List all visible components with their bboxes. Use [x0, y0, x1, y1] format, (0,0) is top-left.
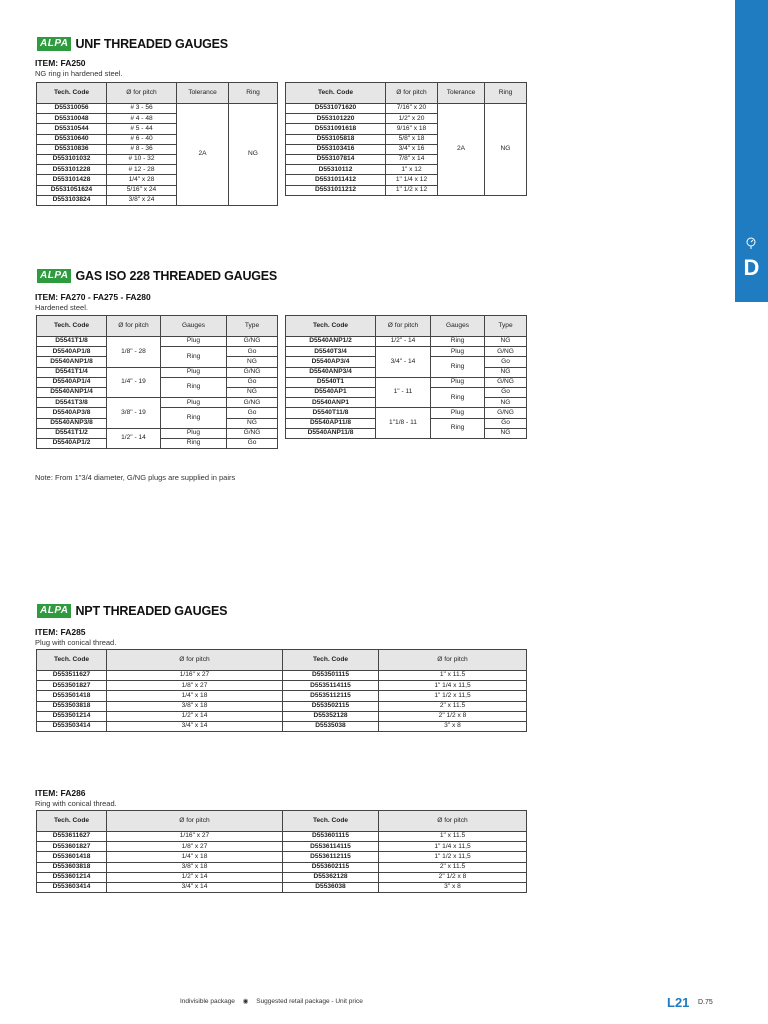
table-row — [37, 691, 527, 701]
tech-code: D5540ANP1/2 — [286, 337, 376, 347]
tech-code: D5540T3/4 — [286, 347, 376, 357]
tech-code: D5531091618 — [286, 124, 386, 134]
gauge: Plug — [161, 337, 227, 347]
tech-code: D553101032 — [37, 154, 107, 164]
gauge: Ring — [161, 347, 227, 367]
tolerance: 2A — [177, 104, 229, 206]
tech-code: D5540AP1/2 — [37, 438, 107, 448]
tech-code: D553502115 — [283, 701, 379, 711]
tech-code: D5535112115 — [283, 691, 379, 701]
col-tolerance: Tolerance — [438, 83, 485, 104]
col-tech-code: Tech. Code — [286, 316, 376, 337]
tech-code: D55310056 — [37, 104, 107, 114]
col-gauges: Gauges — [431, 316, 485, 337]
tech-code: D5540AP1 — [286, 387, 376, 397]
tech-code: D55310640 — [37, 134, 107, 144]
pitch: 3/8" x 24 — [107, 195, 177, 205]
pitch: 2" 1/2 x 8 — [379, 872, 527, 882]
tech-code: D553501418 — [37, 691, 107, 701]
type: NG — [227, 357, 278, 367]
pitch: 1/2" x 14 — [107, 711, 283, 721]
suggested-label: Suggested retail package - Unit price — [256, 998, 363, 1005]
unf-section-header — [37, 36, 228, 52]
tech-code: D553602115 — [283, 862, 379, 872]
table-row — [37, 701, 527, 711]
table-row — [37, 842, 527, 852]
gauge-icon — [745, 237, 757, 249]
tolerance: 2A — [438, 104, 485, 196]
gauge: Ring — [161, 377, 227, 397]
tech-code: D553501214 — [37, 711, 107, 721]
col-type: Type — [485, 316, 527, 337]
col-ring: Ring — [229, 83, 278, 104]
col-tolerance: Tolerance — [177, 83, 229, 104]
type: Go — [227, 438, 278, 448]
unf-title: UNF THREADED GAUGES — [75, 37, 228, 51]
tech-code: D55310836 — [37, 144, 107, 154]
gauge: Ring — [161, 408, 227, 428]
tech-code: D5540AP11/8 — [286, 418, 376, 428]
pitch: 1/2" x 14 — [107, 872, 283, 882]
table-row — [37, 832, 527, 842]
pitch: 1/4" x 18 — [107, 852, 283, 862]
table-row — [37, 862, 527, 872]
gauge: Ring — [431, 337, 485, 347]
col-pitch: Ø for pitch — [386, 83, 438, 104]
type: NG — [227, 418, 278, 428]
table-row — [37, 852, 527, 862]
pitch: 1" x 12 — [386, 165, 438, 175]
col-pitch: Ø for pitch — [107, 650, 283, 671]
tech-code: D5540AP1/8 — [37, 347, 107, 357]
tech-code: D553601214 — [37, 872, 107, 882]
table-row — [286, 377, 527, 387]
unf-desc: NG ring in hardened steel. — [35, 69, 123, 78]
pitch: 1/4" x 28 — [107, 175, 177, 185]
pitch: 2" 1/2 x 8 — [379, 711, 527, 721]
tech-code: D553601115 — [283, 832, 379, 842]
gauge: Ring — [431, 357, 485, 377]
col-pitch: Ø for pitch — [376, 316, 431, 337]
pitch: 5/8" x 18 — [386, 134, 438, 144]
type: Go — [227, 347, 278, 357]
gauge: Plug — [431, 408, 485, 418]
pitch: 3" x 8 — [379, 721, 527, 731]
tech-code: D553103824 — [37, 195, 107, 205]
tech-code: D5540ANP11/8 — [286, 428, 376, 438]
tech-code: D553107814 — [286, 154, 386, 164]
table-row — [37, 104, 278, 114]
tech-code: D5541T1/2 — [37, 428, 107, 438]
tech-code: D553603414 — [37, 882, 107, 892]
pitch: 2" x 11.5 — [379, 862, 527, 872]
tech-code: D553503414 — [37, 721, 107, 731]
pitch: 1/8" - 28 — [107, 337, 161, 368]
tech-code: D55310112 — [286, 165, 386, 175]
gauge: Plug — [161, 367, 227, 377]
type: G/NG — [485, 347, 527, 357]
table-row — [37, 398, 278, 408]
pitch: 3" x 8 — [379, 882, 527, 892]
tech-code: D5540AP3/8 — [37, 408, 107, 418]
tech-code: D5531051624 — [37, 185, 107, 195]
footer-legend — [180, 997, 363, 1005]
pitch: # 10 - 32 — [107, 154, 177, 164]
tech-code: D553511627 — [37, 671, 107, 681]
pitch: 1" 1/4 x 12 — [386, 175, 438, 185]
tech-code: D5531011412 — [286, 175, 386, 185]
pitch: 1" - 11 — [376, 377, 431, 408]
ring-type: NG — [485, 104, 527, 196]
pitch: 3/8" x 18 — [107, 701, 283, 711]
type: G/NG — [227, 337, 278, 347]
tech-code: D5540T11/8 — [286, 408, 376, 418]
tech-code: D553503818 — [37, 701, 107, 711]
table-row — [37, 337, 278, 347]
pitch: 1" x 11.5 — [379, 671, 527, 681]
pitch: 3/8" - 19 — [107, 398, 161, 429]
npt-section-header — [37, 603, 227, 619]
fa286-table — [36, 810, 527, 893]
gauge: Ring — [431, 387, 485, 407]
ring-type: NG — [229, 104, 278, 206]
tech-code: D5536114115 — [283, 842, 379, 852]
tech-code: D5535038 — [283, 721, 379, 731]
tech-code: D5540AP3/4 — [286, 357, 376, 367]
tech-code: D5531011212 — [286, 185, 386, 195]
col-type: Type — [227, 316, 278, 337]
tech-code: D5541T3/8 — [37, 398, 107, 408]
page-number: L21 — [667, 995, 690, 1010]
pitch: 1/2" - 14 — [107, 428, 161, 448]
tech-code: D55352128 — [283, 711, 379, 721]
pitch: 1"1/8 - 11 — [376, 408, 431, 439]
col-pitch: Ø for pitch — [107, 811, 283, 832]
unf-table-left — [36, 82, 278, 206]
pitch: 3/4" - 14 — [376, 347, 431, 378]
col-tech-code: Tech. Code — [283, 650, 379, 671]
table-row — [37, 711, 527, 721]
type: NG — [485, 367, 527, 377]
col-gauges: Gauges — [161, 316, 227, 337]
tech-code: D5535114115 — [283, 681, 379, 691]
type: NG — [485, 428, 527, 438]
fa286-desc: Ring with conical thread. — [35, 799, 117, 808]
fa285-table — [36, 649, 527, 732]
gauge: Plug — [431, 347, 485, 357]
tech-code: D5531071620 — [286, 104, 386, 114]
type: Go — [485, 418, 527, 428]
type: G/NG — [485, 408, 527, 418]
type: Go — [485, 357, 527, 367]
type: Go — [485, 387, 527, 397]
pitch: 1/16" x 27 — [107, 832, 283, 842]
fa286-item: ITEM: FA286 — [35, 788, 86, 798]
tech-code: D5540AP1/4 — [37, 377, 107, 387]
indivisible-label: Indivisible package — [180, 998, 235, 1005]
pitch: 1/2" x 20 — [386, 114, 438, 124]
pitch: # 4 - 48 — [107, 114, 177, 124]
gas-table-left — [36, 315, 278, 449]
pitch: 3/4" x 14 — [107, 882, 283, 892]
col-tech-code: Tech. Code — [37, 83, 107, 104]
table-row — [37, 882, 527, 892]
pitch: 1/4" - 19 — [107, 367, 161, 398]
gas-section-header — [37, 268, 277, 284]
fa285-item: ITEM: FA285 — [35, 627, 86, 637]
page-sub: D.75 — [698, 999, 713, 1006]
type: G/NG — [485, 377, 527, 387]
tech-code: D5536038 — [283, 882, 379, 892]
pitch: 1/8" x 27 — [107, 842, 283, 852]
gauge: Plug — [161, 398, 227, 408]
pitch: 2" x 11.5 — [379, 701, 527, 711]
alpa-logo: ALPA — [37, 269, 71, 283]
gas-item: ITEM: FA270 - FA275 - FA280 — [35, 292, 151, 302]
tech-code: D5536112115 — [283, 852, 379, 862]
tech-code: D553501115 — [283, 671, 379, 681]
col-pitch: Ø for pitch — [379, 811, 527, 832]
type: G/NG — [227, 428, 278, 438]
section-letter: D — [743, 255, 760, 280]
gauge: Plug — [431, 377, 485, 387]
gauge: Ring — [431, 418, 485, 438]
table-row — [286, 337, 527, 347]
tech-code: D553101428 — [37, 175, 107, 185]
table-row — [37, 367, 278, 377]
tech-code: D55310544 — [37, 124, 107, 134]
pitch: 9/16" x 18 — [386, 124, 438, 134]
pitch: 1" 1/4 x 11,5 — [379, 842, 527, 852]
pitch: # 3 - 56 — [107, 104, 177, 114]
pitch: # 12 - 28 — [107, 165, 177, 175]
tech-code: D55310048 — [37, 114, 107, 124]
tech-code: D55362128 — [283, 872, 379, 882]
col-tech-code: Tech. Code — [37, 811, 107, 832]
alpa-logo: ALPA — [37, 604, 71, 618]
type: NG — [485, 398, 527, 408]
pitch: # 6 - 40 — [107, 134, 177, 144]
col-pitch: Ø for pitch — [107, 316, 161, 337]
type: G/NG — [227, 367, 278, 377]
table-row — [286, 408, 527, 418]
pitch: 3/8" x 18 — [107, 862, 283, 872]
tech-code: D553611627 — [37, 832, 107, 842]
gas-table-right — [285, 315, 527, 439]
tech-code: D5541T1/8 — [37, 337, 107, 347]
gauge: Plug — [161, 428, 227, 438]
pitch: 1" 1/2 x 12 — [386, 185, 438, 195]
tech-code: D5541T1/4 — [37, 367, 107, 377]
package-icon: ◉ — [242, 998, 249, 1005]
pitch: # 5 - 44 — [107, 124, 177, 134]
pitch: 1" 1/2 x 11,5 — [379, 691, 527, 701]
gauge: Ring — [161, 438, 227, 448]
col-tech-code: Tech. Code — [37, 650, 107, 671]
pitch: 5/16" x 24 — [107, 185, 177, 195]
tech-code: D553103416 — [286, 144, 386, 154]
col-tech-code: Tech. Code — [37, 316, 107, 337]
table-row — [37, 681, 527, 691]
type: NG — [485, 337, 527, 347]
pitch: 3/4" x 14 — [107, 721, 283, 731]
table-row — [37, 872, 527, 882]
col-ring: Ring — [485, 83, 527, 104]
table-row — [37, 721, 527, 731]
tech-code: D553101228 — [37, 165, 107, 175]
pitch: 1/16" x 27 — [107, 671, 283, 681]
type: NG — [227, 387, 278, 397]
pitch: 1/8" x 27 — [107, 681, 283, 691]
npt-title: NPT THREADED GAUGES — [75, 604, 228, 618]
gas-note: Note: From 1"3/4 diameter, G/NG plugs are supplied in pairs — [35, 473, 236, 482]
tech-code: D5540ANP3/4 — [286, 367, 376, 377]
tech-code: D553101220 — [286, 114, 386, 124]
pitch: 1/2" - 14 — [376, 337, 431, 347]
tech-code: D5540T1 — [286, 377, 376, 387]
col-pitch: Ø for pitch — [107, 83, 177, 104]
col-tech-code: Tech. Code — [286, 83, 386, 104]
tech-code: D553105818 — [286, 134, 386, 144]
pitch: 1" x 11.5 — [379, 832, 527, 842]
tech-code: D5540ANP3/8 — [37, 418, 107, 428]
gas-title: GAS ISO 228 THREADED GAUGES — [75, 269, 278, 283]
unf-item: ITEM: FA250 — [35, 58, 86, 68]
tech-code: D553601418 — [37, 852, 107, 862]
tech-code: D553603818 — [37, 862, 107, 872]
type: Go — [227, 408, 278, 418]
alpa-logo: ALPA — [37, 37, 71, 51]
tech-code: D5540ANP1/8 — [37, 357, 107, 367]
pitch: 7/16" x 20 — [386, 104, 438, 114]
pitch: 3/4" x 16 — [386, 144, 438, 154]
unf-table-right — [285, 82, 527, 196]
table-row — [37, 428, 278, 438]
pitch: 1/4" x 18 — [107, 691, 283, 701]
type: G/NG — [227, 398, 278, 408]
tech-code: D5540ANP1 — [286, 398, 376, 408]
type: Go — [227, 377, 278, 387]
tech-code: D553601827 — [37, 842, 107, 852]
tech-code: D5540ANP1/4 — [37, 387, 107, 397]
pitch: 1" 1/2 x 11,5 — [379, 852, 527, 862]
table-row — [286, 104, 527, 114]
pitch: 7/8" x 14 — [386, 154, 438, 164]
section-tab — [735, 0, 768, 302]
pitch: 1" 1/4 x 11,5 — [379, 681, 527, 691]
tech-code: D553501827 — [37, 681, 107, 691]
fa285-desc: Plug with conical thread. — [35, 638, 117, 647]
table-row — [286, 347, 527, 357]
col-tech-code: Tech. Code — [283, 811, 379, 832]
col-pitch: Ø for pitch — [379, 650, 527, 671]
gas-desc: Hardened steel. — [35, 303, 88, 312]
pitch: # 8 - 36 — [107, 144, 177, 154]
table-row — [37, 671, 527, 681]
